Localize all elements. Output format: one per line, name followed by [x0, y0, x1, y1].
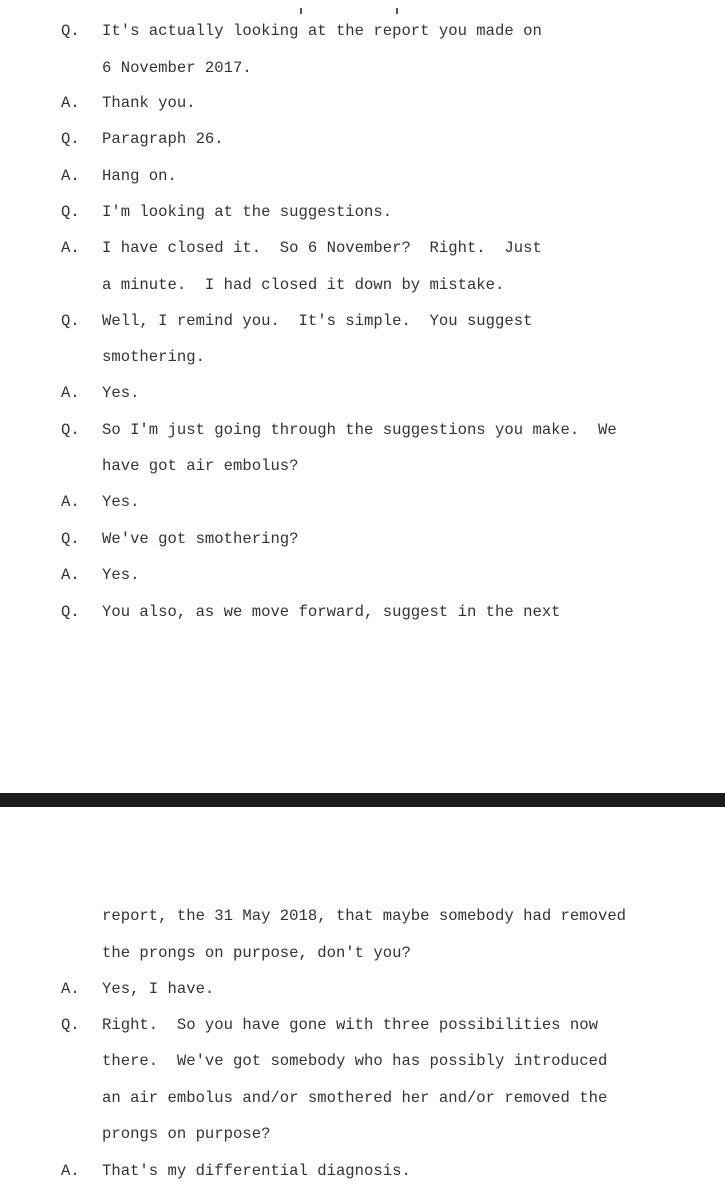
line-text: We've got smothering? — [102, 530, 299, 548]
transcript-line — [0, 274, 725, 296]
line-text: prongs on purpose? — [102, 1125, 271, 1143]
transcript-line — [0, 1014, 725, 1036]
transcript-line — [0, 1160, 725, 1182]
clipped-text-fragment — [396, 8, 398, 14]
transcript-line — [0, 455, 725, 477]
line-text: I have closed it. So 6 November? Right. Just — [102, 239, 542, 257]
line-text: Yes. — [102, 566, 140, 584]
transcript-line — [0, 601, 725, 623]
speaker-label: Q. — [61, 1016, 80, 1034]
transcript-page-bottom — [0, 807, 725, 1200]
line-text: have got air embolus? — [102, 457, 299, 475]
line-text: report, the 31 May 2018, that maybe somebody had removed — [102, 907, 627, 925]
speaker-label: A. — [61, 566, 80, 584]
transcript-line — [0, 564, 725, 586]
speaker-label: Q. — [61, 130, 80, 148]
transcript-line — [0, 1050, 725, 1072]
speaker-label: Q. — [61, 603, 80, 621]
transcript-line — [0, 237, 725, 259]
transcript-line — [0, 1087, 725, 1109]
speaker-label: A. — [61, 980, 80, 998]
line-text: Well, I remind you. It's simple. You suggest — [102, 312, 533, 330]
transcript-line — [0, 1123, 725, 1145]
speaker-label: A. — [61, 384, 80, 402]
transcript-line — [0, 201, 725, 223]
speaker-label: A. — [61, 94, 80, 112]
line-text: Hang on. — [102, 167, 177, 185]
transcript-line — [0, 528, 725, 550]
speaker-label: Q. — [61, 530, 80, 548]
transcript-line — [0, 165, 725, 187]
speaker-label: Q. — [61, 312, 80, 330]
transcript-line — [0, 57, 725, 79]
line-text: Yes. — [102, 384, 140, 402]
line-text: Right. So you have gone with three possibilities now — [102, 1016, 598, 1034]
transcript-line — [0, 382, 725, 404]
transcript-line — [0, 419, 725, 441]
line-text: smothering. — [102, 348, 205, 366]
transcript-line — [0, 491, 725, 513]
speaker-label: Q. — [61, 22, 80, 40]
line-text: an air embolus and/or smothered her and/or removed the — [102, 1089, 608, 1107]
speaker-label: Q. — [61, 421, 80, 439]
line-text: You also, as we move forward, suggest in the next — [102, 603, 561, 621]
line-text: Paragraph 26. — [102, 130, 224, 148]
line-text: I'm looking at the suggestions. — [102, 203, 393, 221]
line-text: Thank you. — [102, 94, 196, 112]
line-text: Yes. — [102, 493, 140, 511]
transcript-line — [0, 310, 725, 332]
transcript-line — [0, 978, 725, 1000]
speaker-label: A. — [61, 167, 80, 185]
transcript-line — [0, 942, 725, 964]
clipped-text-fragment — [300, 8, 302, 14]
speaker-label: A. — [61, 239, 80, 257]
transcript-line — [0, 92, 725, 114]
transcript-line — [0, 128, 725, 150]
line-text: That's my differential diagnosis. — [102, 1162, 411, 1180]
speaker-label: A. — [61, 1162, 80, 1180]
speaker-label: A. — [61, 493, 80, 511]
speaker-label: Q. — [61, 203, 80, 221]
line-text: 6 November 2017. — [102, 59, 252, 77]
line-text: there. We've got somebody who has possibly introduced — [102, 1052, 608, 1070]
transcript-line — [0, 346, 725, 368]
line-text: Yes, I have. — [102, 980, 215, 998]
transcript-line — [0, 905, 725, 927]
line-text: a minute. I had closed it down by mistake. — [102, 276, 505, 294]
line-text: the prongs on purpose, don't you? — [102, 944, 411, 962]
line-text: It's actually looking at the report you made on — [102, 22, 542, 40]
transcript-line — [0, 20, 725, 42]
line-text: So I'm just going through the suggestions you make. We — [102, 421, 617, 439]
page-divider — [0, 793, 725, 807]
